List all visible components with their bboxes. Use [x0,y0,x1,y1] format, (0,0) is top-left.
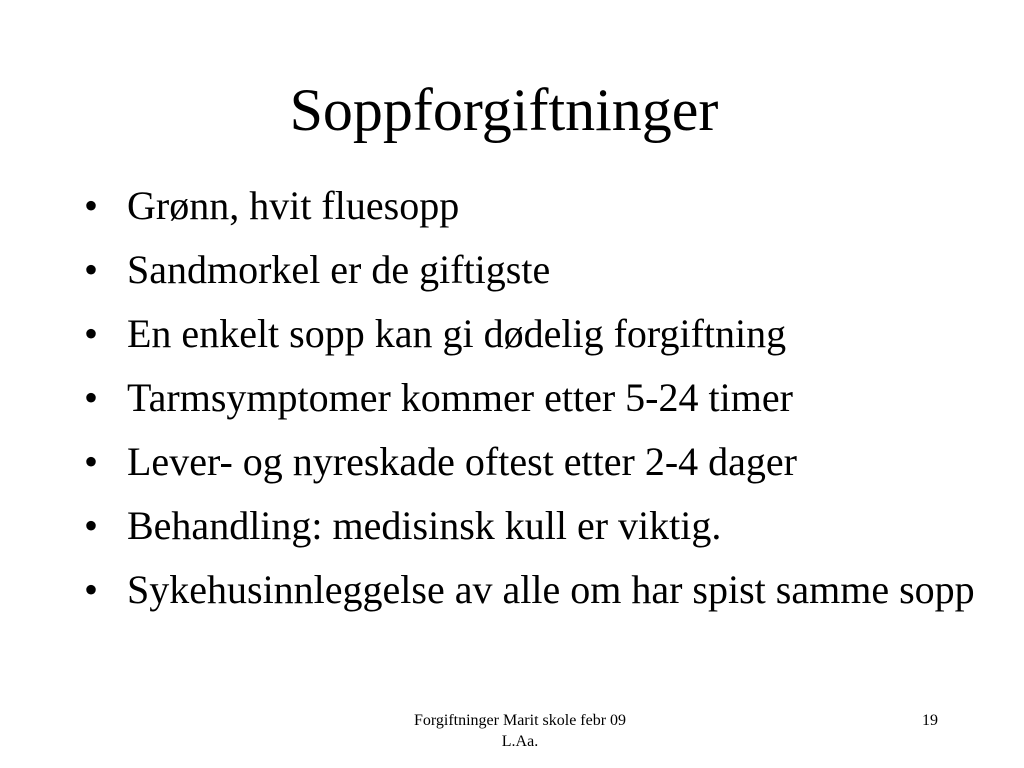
bullet-marker: • [84,439,99,484]
footer-line: Forgiftninger Marit skole febr 09 [413,712,627,729]
bullet-text: En enkelt sopp kan gi dødelig forgiftning [127,311,787,356]
bullet-marker: • [84,375,99,420]
bullet-item [82,566,982,613]
bullet-item [82,182,982,229]
bullet-item [82,374,982,421]
bullet-item [82,246,982,293]
bullet-item [82,310,982,357]
bullet-list [82,182,982,613]
bullet-marker: • [84,567,99,612]
bullet-marker: • [84,183,99,228]
slide-footer [340,710,700,752]
bullet-item [82,438,982,485]
slide-title: Soppforgiftninger [289,77,719,143]
bullet-text: Grønn, hvit fluesopp [127,183,460,228]
bullet-marker: • [84,503,99,548]
bullet-marker: • [84,311,99,356]
bullet-text: Lever- og nyreskade oftest etter 2-4 dager [127,439,797,484]
bullet-text: Sykehusinnleggelse av alle om har spist samme sopp [127,567,975,612]
bullet-text: Sandmorkel er de giftigste [127,247,551,292]
bullet-text: Behandling: medisinsk kull er viktig. [127,503,722,548]
slide-number: 19 [922,712,938,729]
bullet-text: Tarmsymptomer kommer etter 5-24 timer [127,375,793,420]
footer-line: L.Aa. [501,733,539,750]
bullet-item [82,502,982,549]
bullet-marker: • [84,247,99,292]
